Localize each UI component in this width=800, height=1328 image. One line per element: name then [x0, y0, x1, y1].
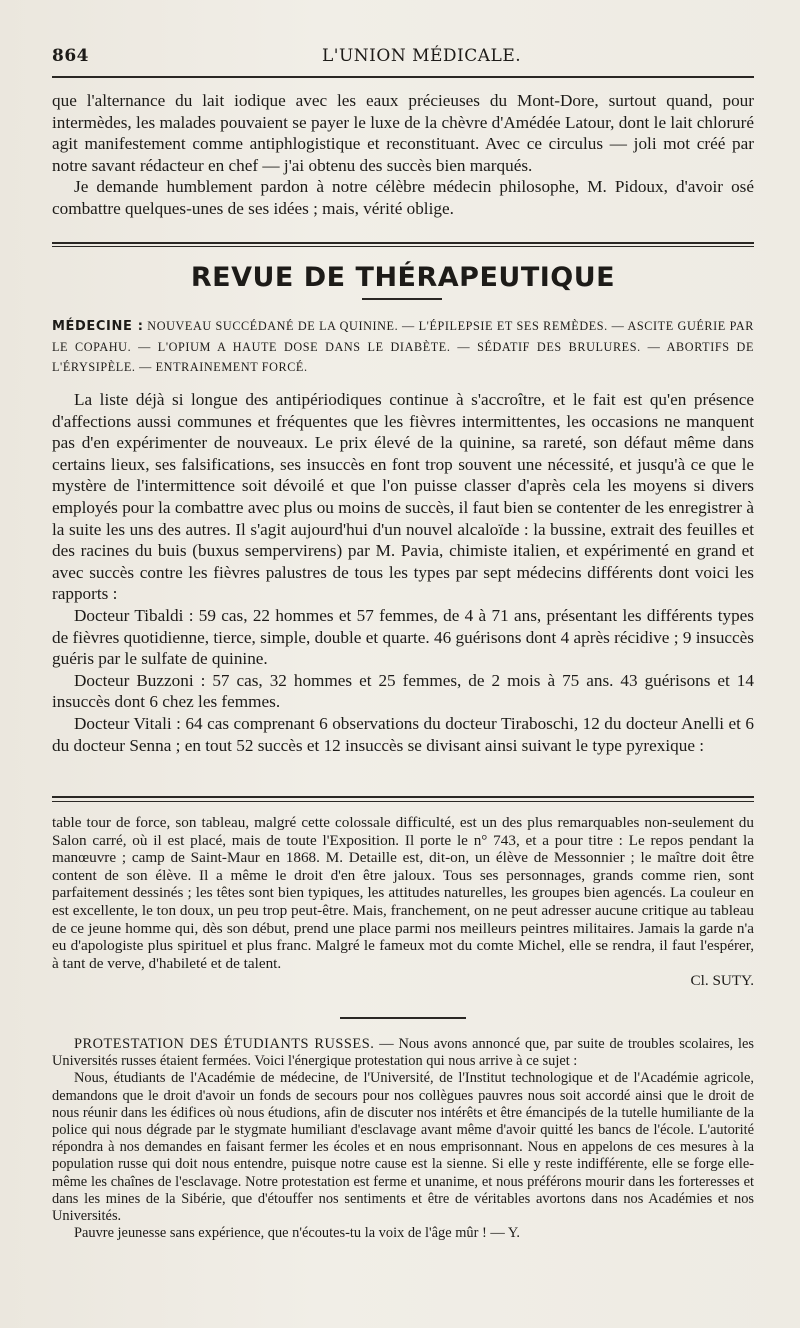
section-rule-top-2 — [52, 246, 754, 247]
section-rule-top-1 — [52, 242, 754, 244]
article-paragraph-3: Docteur Buzzoni : 57 cas, 32 hommes et 25 femmes, de 2 mois à 75 ans. 43 guérisons et 14 insuccès dont 6 chez les femmes. — [52, 670, 754, 712]
article-paragraph-2: Docteur Tibaldi : 59 cas, 22 hommes et 57 femmes, de 4 à 71 ans, présentant les différents types de fièvres quotidienne, tierce, simple, double et quarte. 46 guérisons dont 4 après récidive ; 9 insuccès guéris par le sulfate de quinine. — [52, 605, 754, 669]
feuilleton-rule-2 — [52, 801, 754, 802]
protest-closing: Pauvre jeunesse sans expérience, que n'écoutes-tu la voix de l'âge mûr ! — Y. — [74, 1225, 520, 1242]
feuilleton-text: table tour de force, son tableau, malgré cette colossale difficulté, est un des plus remarquables non-seulement du Salon carré, où il est placé, mais de toute l'Exposition. Il porte le n° 743, et a pour titre : Le repos pendant la manœuvre ; camp de Saint-Maur en 1868. M. Detaille est, dit-on, un élève de Messonnier ; le maître doit être content de son élève. Il a même le droit d'en être jaloux. Tous ses personnages, grands comme rien, sont parfaitement dessinés ; les têtes sont bien typiques, les attitudes naturelles, les groupes bien agencés. La couleur en est excellente, le ton doux, un peu trop peut-être. Mais, franchement, on ne peut adresser aucune critique au tableau de ce jeune homme qui, dès son début, prend une place parmi nos meilleurs peintres militaires. Jamais la garde n'a eu d'apologiste plus spirituel et plus franc. Malgré le fameux mot du comte Michel, elle se rendra, il faut l'espérer, à tant de verve, d'habileté et de talent. — [52, 814, 754, 972]
summary-lead: MÉDECINE : — [52, 319, 144, 334]
section-title: REVUE DE THÉRAPEUTIQUE — [190, 262, 616, 293]
feuilleton-signature: Cl. SUTY. — [690, 972, 754, 990]
title-underline — [362, 298, 442, 300]
feuilleton-block — [52, 814, 754, 990]
protest-block — [52, 1036, 754, 1242]
header-rule — [52, 76, 754, 78]
article-paragraph-1: La liste déjà si longue des antipériodiques continue à s'accroître, et le fait est qu'en présence d'affections aussi communes et fréquentes que les fièvres intermittentes, les occasions ne manquent pas d'en expérimenter de nouveaux. Le prix élevé de la quinine, sa rareté, son défaut même dans certains lieux, ses falsifications, ses insuccès en font trop souvent une nécessité, et jusqu'à ce que le mystère de l'intermittence soit dévoilé et que l'on puisse classer d'après cela les moyens si divers employés pour la combattre avec plus ou moins de succès, il faut bien se contenter de les enregistrer à la suite les uns des autres. Il s'agit aujourd'hui d'un nouvel alcaloïde : la bussine, extrait des feuilles et des racines du buis (buxus sempervirens) par M. Pavia, chimiste italien, et expérimenté en grand et avec succès contre les fièvres palustres de tous les types par sept médecins différents dont voici les rapports : — [52, 390, 754, 604]
article-paragraph-4: Docteur Vitali : 64 cas comprenant 6 observations du docteur Tiraboschi, 12 du docteur Anelli et 6 du docteur Senna ; en tout 52 succès et 12 insuccès se divisant ainsi suivant le type pyrexique : — [52, 713, 754, 755]
intro-paragraph-2: Je demande humblement pardon à notre célèbre médecin philosophe, M. Pidoux, d'avoir osé combattre quelques-unes de ses idées ; mais, vérité oblige. — [52, 177, 754, 218]
protest-intro — [52, 1036, 754, 1070]
intro-paragraph-1: que l'alternance du lait iodique avec les eaux précieuses du Mont-Dore, surtout quand, pour intermèdes, les malades pouvaient se payer le luxe de la chèvre d'Amédée Latour, dont le lait chloruré agit manifestement comme antiphlogistique et reconstituant. Avec ce circulus — joli mot créé par notre savant rédacteur en chef — j'ai obtenu des succès bien marqués. — [52, 91, 754, 175]
page-number: 864 — [52, 46, 89, 66]
protest-body: Nous, étudiants de l'Académie de médecine, de l'Université, de l'Institut technologique et de l'Académie agricole, demandons que le droit d'avoir un fonds de secours pour nos collègues pauvres nous soit accordé ainsi que le droit de nous réunir dans les édifices où nous étudions, afin de discuter nos intérêts et être émancipés de la tutelle humiliante de la police qui nous dégrade par le stygmate humiliant d'esclavage avant même d'avoir quitté les bancs de l'école. L'autorité répondra à nos demandes en faisant fermer les écoles et en nous emprisonnant. Nous en appelons de ces mesures à la population russe qui doit nous entendre, puisque notre cause est la sienne. Si elle y reste indifférente, elle se forge elle-même les chaînes de l'esclavage. Notre protestation est ferme et unanime, et nous préférons mourir dans les forteresses et dans les mines de la Sibérie, que d'étouffer nos sentiments et être de véritables avortons dans nos Académies et nos Universités. — [52, 1070, 754, 1225]
intro-block — [52, 90, 754, 220]
article-body — [52, 389, 754, 756]
section-summary — [52, 316, 754, 377]
summary-text: NOUVEAU SUCCÉDANÉ DE LA QUININE. — L'ÉPILEPSIE ET SES REMÈDES. — ASCITE GUÉRIE PAR LE COPAHU. — L'OPIUM A HAUTE DOSE DANS LE DIABÈTE. — SÉDATIF DES BRULURES. — ABORTIFS DE L'ÉRYSIPÈLE. — ENTRAINEMENT FORCÉ. — [52, 319, 755, 374]
page-header — [52, 46, 754, 72]
protest-heading: PROTESTATION DES ÉTUDIANTS RUSSES. — [74, 1036, 375, 1052]
running-head: L'UNION MÉDICALE. — [322, 46, 522, 66]
feuilleton-rule-1 — [52, 796, 754, 798]
separator-rule — [340, 1017, 466, 1019]
protest-intro-text: — Nous avons annoncé que, par suite de troubles scolaires, les Universités russes étaient fermées. Voici l'énergique protestation qui nous arrive à ce sujet : — [52, 1036, 754, 1070]
feuilleton-signature-line — [52, 972, 754, 990]
